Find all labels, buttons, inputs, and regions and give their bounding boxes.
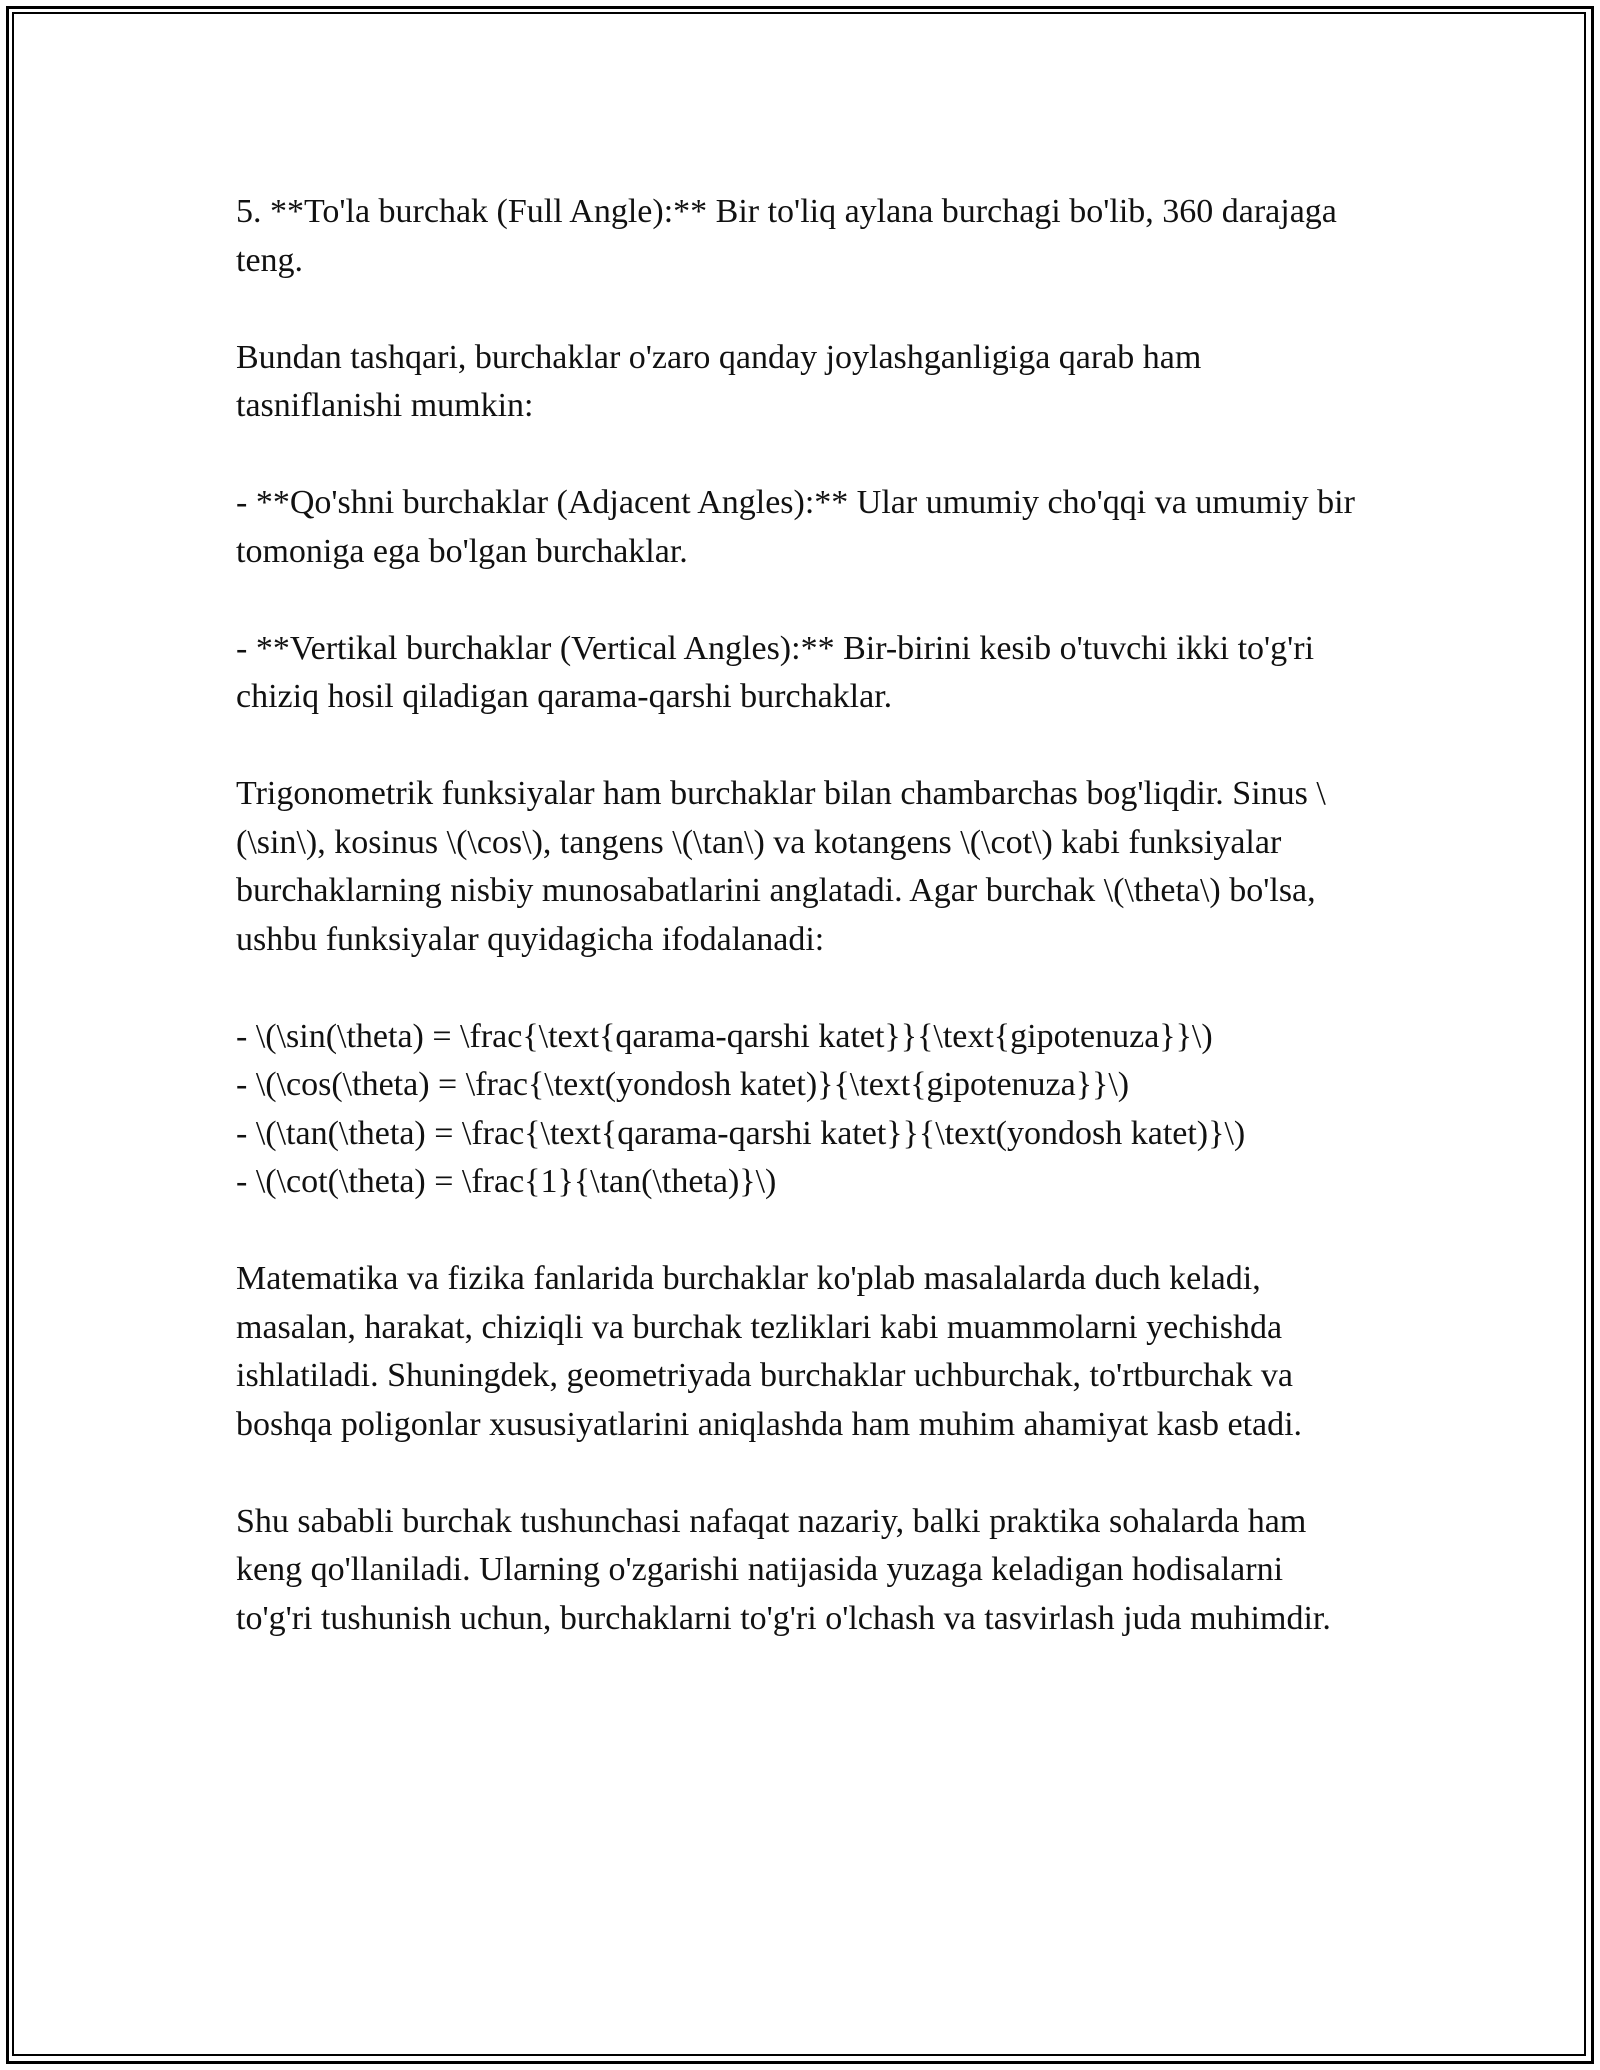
document-body [236,188,1366,1643]
cos-formula: - \(\cos(\theta) = \frac{\text(yondosh katet)}{\text{gipotenuza}}\) [236,1066,1130,1103]
trigonometry-paragraph: Trigonometrik funksiyalar ham burchaklar bilan chambarchas bog'liqdir. Sinus \(\sin\), kosinus \(\cos\), tangens \(\tan\) va kotangens \(\cot\) kabi funksiyalar burchaklarning nisbiy munosabatlarini anglatadi. Agar burchak \(\theta\) bo'lsa, ushbu funksiyalar quyidagicha ifodalanadi: [236,775,1326,958]
sin-formula: - \(\sin(\theta) = \frac{\text{qarama-qarshi katet}}{\text{gipotenuza}}\) [236,1017,1213,1055]
full-angle-paragraph: 5. **To'la burchak (Full Angle):** Bir to'liq aylana burchagi bo'lib, 360 darajaga teng. [236,193,1337,279]
cot-formula: - \(\cot(\theta) = \frac{1}{\tan(\theta)}\) [236,1163,777,1200]
vertical-angles-item: - **Vertikal burchaklar (Vertical Angles):** Bir-birini kesib o'tuvchi ikki to'g'ri chiziq hosil qiladigan qarama-qarshi burchaklar. [236,629,1315,715]
conclusion-paragraph: Shu sababli burchak tushunchasi nafaqat nazariy, balki praktika sohalarda ham keng qo'llaniladi. Ularning o'zgarishi natijasida yuzaga keladigan hodisalarni to'g'ri tushunish uchun, burchaklarni to'g'ri o'lchash va tasvirlash juda muhimdir. [236,1502,1331,1637]
trig-formula-list [236,1013,1366,1207]
tan-formula: - \(\tan(\theta) = \frac{\text{qarama-qarshi katet}}{\text(yondosh katet)}\) [236,1114,1246,1152]
adjacent-angles-item: - **Qo'shni burchaklar (Adjacent Angles):** Ular umumiy cho'qqi va umumiy bir tomoniga ega bo'lgan burchaklar. [236,484,1355,570]
angle-positions-intro: Bundan tashqari, burchaklar o'zaro qanday joylashganligiga qarab ham tasniflanishi mumkin: [236,338,1202,424]
applications-paragraph: Matematika va fizika fanlarida burchaklar ko'plab masalalarda duch keladi, masalan, harakat, chiziqli va burchak tezliklari kabi muammolarni yechishda ishlatiladi. Shuningdek, geometriyada burchaklar uchburchak, to'rtburchak va boshqa poligonlar xususiyatlarini aniqlashda ham muhim ahamiyat kasb etadi. [236,1260,1303,1443]
